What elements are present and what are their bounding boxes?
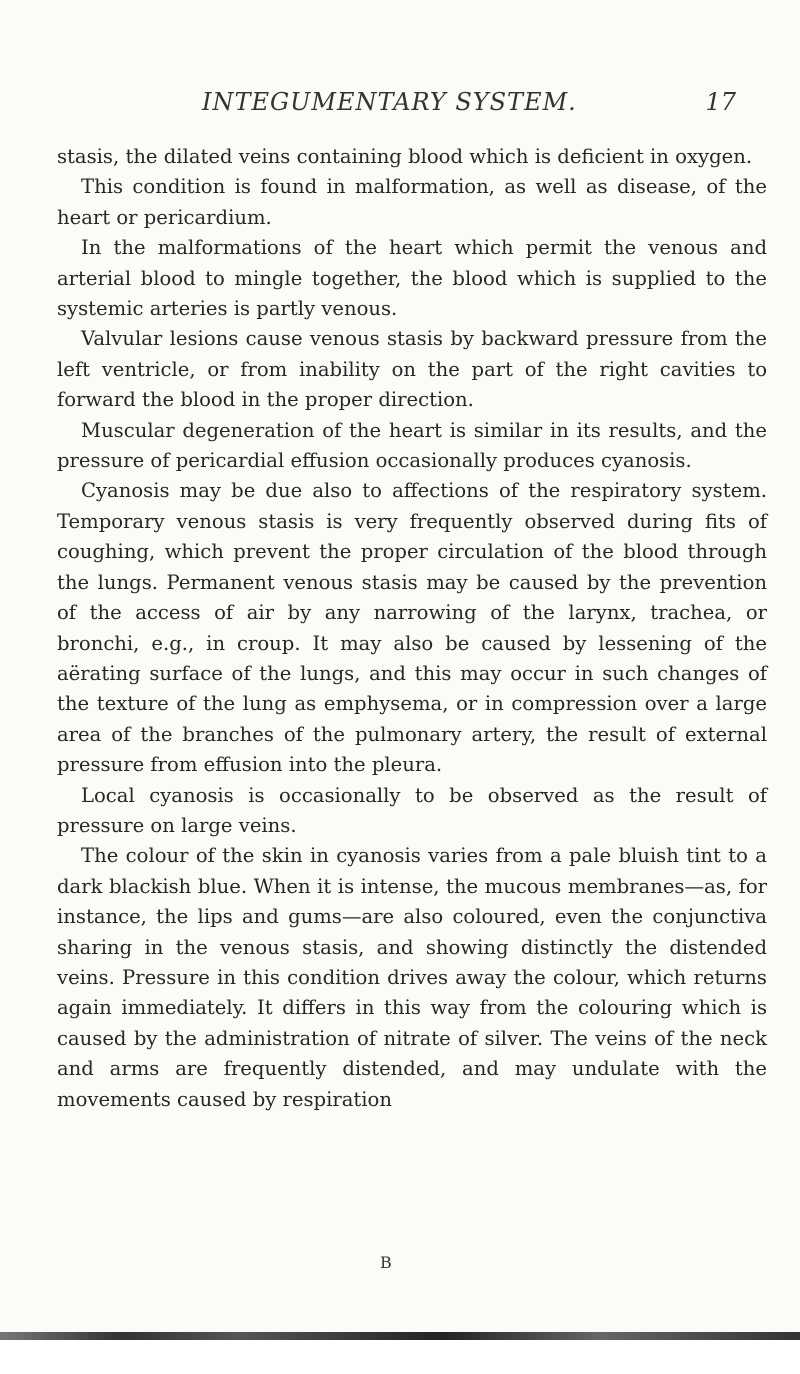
paragraph: The colour of the skin in cyanosis varies from a pale bluish tint to a dark blackish blue. When it is intense, the mucous membranes—as, for instance, the lips and gums—are also coloured, even the conjunctiva sharing in the venous stasis, and showing distinctly the distended veins. Pressure in this condition drives away the colour, which returns again immediately. It differs in this way from the colouring which is caused by the administration of nitrate of silver. The veins of the neck and arms are frequently distended, and may undulate with the movements caused by respiration <box>57 844 767 1111</box>
paragraph: Valvular lesions cause venous stasis by backward pressure from the left ventricle, or from inability on the part of the right cavities to forward the blood in the proper direction. <box>57 327 767 412</box>
signature-mark: B <box>380 1253 392 1272</box>
scan-edge-bar <box>0 1332 800 1340</box>
running-head-title: INTEGUMENTARY SYSTEM. <box>202 88 577 116</box>
body-text <box>57 142 767 1115</box>
running-head <box>60 88 760 122</box>
paragraph: Local cyanosis is occasionally to be observed as the result of pressure on large veins. <box>57 783 767 837</box>
paragraph: Cyanosis may be due also to affections of the respiratory system. Temporary venous stasis is very frequently observed during fits of coughing, which prevent the proper circulation of the blood through the lungs. Permanent venous stasis may be caused by the prevention of the access of air by any narrowing of the larynx, trachea, or bronchi, e.g., in croup. It may also be caused by lessening of the aërating surface of the lungs, and this may occur in such changes of the texture of the lung as emphysema, or in compression over a large area of the branches of the pulmonary artery, the result of external pressure from effusion into the pleura. <box>57 479 767 777</box>
paragraph: stasis, the dilated veins containing blood which is deficient in oxygen. <box>57 145 753 168</box>
paragraph: Muscular degeneration of the heart is similar in its results, and the pressure of pericardial effusion occasionally produces cyanosis. <box>57 418 767 473</box>
paragraph: In the malformations of the heart which permit the venous and arterial blood to mingle together, the blood which is supplied to the systemic arteries is partly venous. <box>57 236 767 321</box>
page-number: 17 <box>705 88 736 116</box>
paragraph: This condition is found in malformation, as well as disease, of the heart or pericardium. <box>57 175 767 229</box>
